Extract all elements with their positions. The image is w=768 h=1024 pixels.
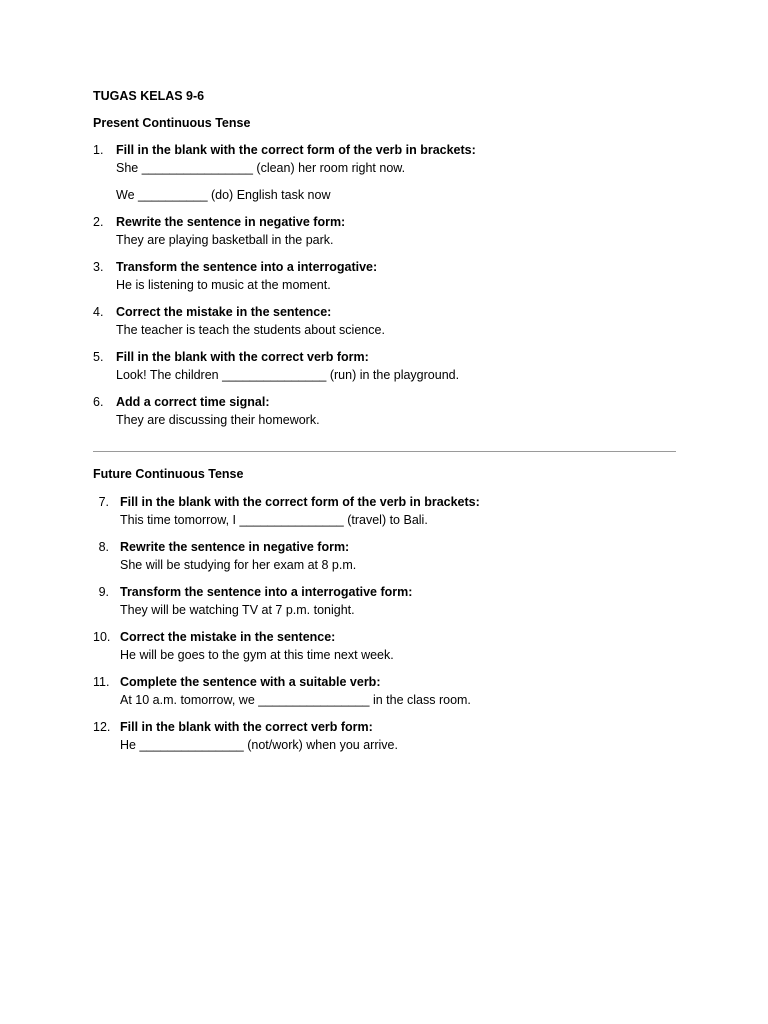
- question-sentence: The teacher is teach the students about science.: [116, 322, 385, 337]
- question-number: 11.: [93, 675, 110, 689]
- question-number: 7.: [98, 495, 109, 509]
- question-instruction: Rewrite the sentence in negative form:: [120, 540, 350, 554]
- question-number: 9.: [98, 585, 109, 599]
- question-instruction: Fill in the blank with the correct form of the verb in brackets:: [116, 143, 476, 157]
- question-sentence: We __________ (do) English task now: [116, 188, 331, 202]
- document-title: TUGAS KELAS 9-6: [93, 89, 205, 103]
- question-sentence: They will be watching TV at 7 p.m. tonight.: [120, 602, 355, 617]
- question-instruction: Fill in the blank with the correct form of the verb in brackets:: [120, 495, 480, 509]
- question-sentence: This time tomorrow, I _______________ (travel) to Bali.: [120, 512, 428, 527]
- question-instruction: Fill in the blank with the correct verb form:: [116, 350, 369, 364]
- question-sentence: He is listening to music at the moment.: [116, 277, 331, 292]
- question-number: 4.: [93, 305, 104, 319]
- question-instruction: Rewrite the sentence in negative form:: [116, 215, 346, 229]
- question-sentence: She ________________ (clean) her room right now.: [116, 160, 406, 175]
- question-number: 12.: [93, 720, 111, 734]
- question-sentence: They are discussing their homework.: [116, 412, 320, 427]
- question-number: 10.: [93, 630, 111, 644]
- question-sentence: She will be studying for her exam at 8 p.m.: [120, 557, 357, 572]
- question-number: 6.: [93, 395, 104, 409]
- section-divider: [93, 451, 676, 452]
- question-number: 2.: [93, 215, 104, 229]
- section-heading-present-continuous: Present Continuous Tense: [93, 116, 251, 130]
- question-instruction: Add a correct time signal:: [116, 395, 270, 409]
- question-sentence: Look! The children _______________ (run) in the playground.: [116, 367, 460, 382]
- question-number: 1.: [93, 143, 104, 157]
- question-sentence: He will be goes to the gym at this time next week.: [120, 647, 394, 662]
- question-instruction: Complete the sentence with a suitable verb:: [120, 675, 381, 689]
- question-number: 3.: [93, 260, 104, 274]
- question-sentence: At 10 a.m. tomorrow, we ________________ in the class room.: [120, 692, 471, 707]
- question-number: 8.: [98, 540, 109, 554]
- question-instruction: Correct the mistake in the sentence:: [116, 305, 332, 319]
- question-number: 5.: [93, 350, 104, 364]
- question-instruction: Fill in the blank with the correct verb form:: [120, 720, 373, 734]
- question-instruction: Transform the sentence into a interrogative:: [116, 260, 378, 274]
- question-instruction: Transform the sentence into a interrogative form:: [120, 585, 413, 599]
- section-heading-future-continuous: Future Continuous Tense: [93, 467, 244, 481]
- question-instruction: Correct the mistake in the sentence:: [120, 630, 336, 644]
- question-sentence: He _______________ (not/work) when you arrive.: [120, 737, 398, 752]
- question-sentence: They are playing basketball in the park.: [116, 232, 334, 247]
